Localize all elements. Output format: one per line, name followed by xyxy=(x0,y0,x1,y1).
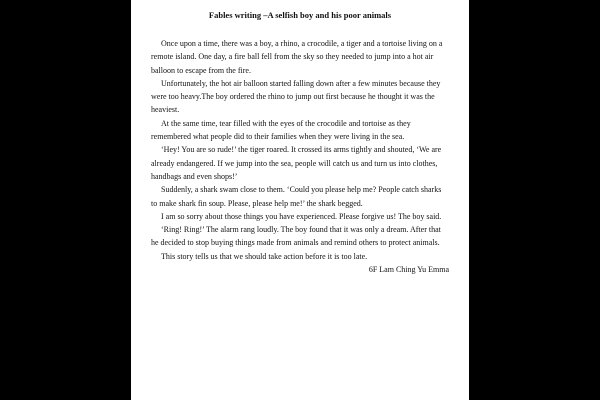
paragraph-3: At the same time, tear filled with the eyes of the crocodile and tortoise as they remembered what people did to their families when they were living in the sea. xyxy=(151,118,411,142)
paragraph-8: This story tells us that we should take action before it is too late. xyxy=(161,251,368,261)
paragraph-4: ‘Hey! You are so rude!’ the tiger roared. It crossed its arms tightly and shouted, ‘We are already endangered. If we jump into the sea, people will catch us and turn us into clothes, handbags and even shops!’ xyxy=(151,145,442,181)
paragraph-2: Unfortunately, the hot air balloon started falling down after a few minutes because they were too heavy.The boy ordered the rhino to jump out first because he thought it was the heaviest. xyxy=(151,78,441,115)
paragraph-5: Suddenly, a shark swam close to them. ‘Could you please help me? People catch sharks to make shark fin soup. Please, please help me!’ the shark begged. xyxy=(151,185,442,208)
author-signature: 6F Lam Ching Yu Emma xyxy=(368,265,449,275)
paragraph-7: ‘Ring! Ring!’ The alarm rang loudly. The boy found that it was only a dream. After that he decided to stop buying things made from animals and remind others to protect animals. xyxy=(151,225,441,248)
paragraph-1: Once upon a time, there was a boy, a rhino, a crocodile, a tiger and a tortoise living on a remote island. One day, a fire ball fell from the sky so they needed to jump into a hot air balloon to escape from the fire. xyxy=(151,39,443,75)
document-title: Fables writing –A selfish boy and his poor animals xyxy=(208,10,392,20)
document-page xyxy=(131,0,469,400)
paragraph-6: I am so sorry about those things you have experienced. Please forgive us! The boy said. xyxy=(161,211,442,221)
